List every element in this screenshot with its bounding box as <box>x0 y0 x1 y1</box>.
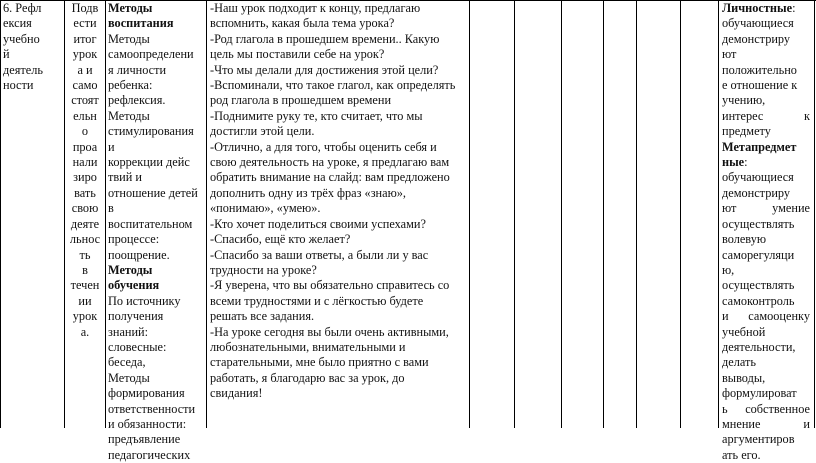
goal-line: стоят <box>71 93 99 108</box>
methods-line: и обязанности: <box>108 416 187 431</box>
results-line: ют <box>722 47 737 62</box>
methods-line: я личности <box>108 62 167 77</box>
methods-line: твий и <box>108 170 142 185</box>
speech-line: вспомнить, какая была тема урока? <box>210 16 395 31</box>
results-line: саморегуляци <box>722 247 795 262</box>
stage-line: й <box>3 47 10 62</box>
word: ют <box>722 201 737 216</box>
results-line: предмету <box>722 124 771 139</box>
methods-line: самоопределени <box>108 47 194 62</box>
methods-line: словесные: <box>108 339 167 354</box>
methods-line: стимулирования <box>108 124 194 139</box>
methods-line: беседа, <box>108 355 146 370</box>
results-line <box>722 201 810 216</box>
results-line <box>722 402 810 417</box>
goal-line: проа <box>72 139 98 154</box>
results-line: аргументиров <box>722 432 795 447</box>
table-border <box>814 0 815 428</box>
methods-heading: Методы <box>108 262 153 277</box>
goal-line: ть <box>79 247 91 262</box>
speech-line: -Вспоминали, что такое глагол, как определять <box>210 78 456 93</box>
results-line: осуществлять <box>722 216 795 231</box>
goal-line: урок <box>72 47 98 62</box>
speech-line: -Спасибо, ещё кто желает? <box>210 232 351 247</box>
goal-line: итог <box>73 31 97 46</box>
speech-line: свою деятельность на уроке, я предлагаю вам <box>210 155 450 170</box>
speech-line: -Кто хочет поделиться своими успехами? <box>210 216 426 231</box>
methods-line: Методы <box>108 108 150 123</box>
goal-line: зиро <box>73 170 97 185</box>
methods-heading: обучения <box>108 278 160 293</box>
results-line: ю, <box>722 262 735 277</box>
speech-line: старательными, мне было приятно с вами <box>210 355 429 370</box>
speech-line: -Отлично, а для того, чтобы оценить себя и <box>210 139 437 154</box>
speech-line: -Я уверена, что вы обязательно справитесь со <box>210 278 450 293</box>
speech-line: «понимаю», «умею». <box>210 201 321 216</box>
word: самооценку <box>748 309 810 324</box>
results-line <box>722 109 810 124</box>
results-line: деятельности, <box>722 339 796 354</box>
methods-cell <box>108 1 203 463</box>
word: мнение <box>722 416 761 431</box>
speech-line: цель мы поставили себе на урок? <box>210 47 385 62</box>
methods-line: воспитательном <box>108 216 193 231</box>
methods-line: поощрение. <box>108 247 170 262</box>
goal-line: в <box>82 262 88 277</box>
methods-line: рефлексия. <box>108 93 166 108</box>
goal-line: вать <box>74 185 96 200</box>
speech-line: свидания! <box>210 386 263 401</box>
speech-line: -Род глагола в прошедшем времени.. Какую <box>210 31 440 46</box>
results-line <box>722 417 810 432</box>
goal-line: а. <box>80 324 90 339</box>
results-line: волевую <box>722 232 767 247</box>
results-line: е отношение к <box>722 78 798 93</box>
methods-line: ребенка: <box>108 78 153 93</box>
column-divider <box>64 0 65 428</box>
results-line: выводы, <box>722 370 766 385</box>
goal-line: а и <box>77 62 93 77</box>
methods-heading: Методы <box>108 1 153 15</box>
goal-line: ельн <box>73 108 97 123</box>
table-border <box>0 0 1 428</box>
speech-line: -Наш урок подходит к концу, предлагаю <box>210 1 421 15</box>
column-divider <box>561 0 562 428</box>
meta-label: ные <box>722 155 745 170</box>
speech-line: любознательными, внимательными и <box>210 339 406 354</box>
results-cell <box>722 1 810 463</box>
methods-line: По источнику <box>108 293 181 308</box>
column-divider <box>206 0 207 428</box>
speech-line: трудности на уроке? <box>210 262 317 277</box>
methods-line: и <box>108 139 115 154</box>
goal-line: льнос <box>69 232 101 247</box>
speech-line: -Поднимите руку те, кто считает, что мы <box>210 108 423 123</box>
column-divider <box>718 0 719 428</box>
stage-cell <box>3 1 63 93</box>
methods-line: Методы <box>108 31 150 46</box>
results-line: ать его. <box>722 447 761 462</box>
stage-line: ности <box>3 78 34 93</box>
results-line: обучающиеся <box>722 16 794 31</box>
personal-label: Личностные <box>722 1 793 15</box>
goal-line: нали <box>72 155 98 170</box>
goal-line: деяте <box>70 216 100 231</box>
speech-line: решать все задания. <box>210 309 315 324</box>
goal-line: свою <box>71 201 99 216</box>
speech-line: достигли этой цели. <box>210 124 315 139</box>
goal-line: Подв <box>71 1 99 15</box>
methods-line: ответственности <box>108 401 196 416</box>
methods-line: Методы <box>108 370 150 385</box>
methods-line: педагогических <box>108 447 191 462</box>
goal-line: ии <box>78 293 92 308</box>
results-line: самоконтроль <box>722 293 795 308</box>
goal-line: само <box>72 78 98 93</box>
speech-line: род глагола в прошедшем времени <box>210 93 392 108</box>
results-line: обучающиеся <box>722 170 794 185</box>
goal-line: урок <box>72 309 98 324</box>
word: и <box>803 416 810 431</box>
column-divider <box>603 0 604 428</box>
colon: : <box>744 155 748 170</box>
methods-line: знаний: <box>108 324 149 339</box>
methods-line: формирования <box>108 386 185 401</box>
results-line <box>722 309 810 324</box>
speech-line: работать, я благодарю вас за урок, до <box>210 370 405 385</box>
word: собственное <box>745 401 810 416</box>
methods-line: получения <box>108 309 164 324</box>
goal-cell <box>67 1 103 340</box>
methods-line: в <box>108 201 114 216</box>
colon: : <box>792 1 796 15</box>
meta-heading <box>722 155 810 170</box>
column-divider <box>514 0 515 428</box>
stage-line: учебно <box>3 31 40 46</box>
results-line: делать <box>722 355 756 370</box>
goal-line: течен <box>70 278 100 293</box>
column-divider <box>105 0 106 428</box>
results-line: демонстриру <box>722 185 791 200</box>
speech-line: -Спасибо за ваши ответы, а были ли у вас <box>210 247 429 262</box>
word: интерес <box>722 108 764 123</box>
teacher-activity-cell <box>210 1 465 402</box>
methods-line: предъявление <box>108 432 181 447</box>
methods-line: отношение детей <box>108 185 198 200</box>
results-line: демонстриру <box>722 31 791 46</box>
results-line: формулироват <box>722 386 797 401</box>
speech-line: -На уроке сегодня вы были очень активными, <box>210 324 449 339</box>
speech-line: обратить внимание на слайд: вам предложено <box>210 170 450 185</box>
speech-line: дополнить одну из трёх фраз «знаю», <box>210 185 407 200</box>
methods-line: коррекции дейс <box>108 155 190 170</box>
column-divider <box>469 0 470 428</box>
personal-heading <box>722 1 810 16</box>
goal-line: ести <box>73 16 97 31</box>
word: умение <box>772 201 810 216</box>
methods-heading: воспитания <box>108 16 174 31</box>
speech-line: -Что мы делали для достижения этой цели? <box>210 62 439 77</box>
goal-line: о <box>81 124 89 139</box>
methods-line: процессе: <box>108 232 160 247</box>
column-divider <box>636 0 637 428</box>
meta-label: Метапредмет <box>722 139 797 154</box>
stage-line: ексия <box>3 16 32 31</box>
word: и <box>722 309 729 324</box>
word: ь <box>722 401 728 416</box>
results-line: осуществлять <box>722 278 795 293</box>
word: к <box>804 108 810 123</box>
speech-line: всеми трудностями и с лёгкостью будете <box>210 293 424 308</box>
column-divider <box>680 0 681 428</box>
results-line: положительно <box>722 62 797 77</box>
results-line: учению, <box>722 93 766 108</box>
results-line: учебной <box>722 324 766 339</box>
stage-line: 6. Рефл <box>3 1 42 15</box>
stage-line: деятель <box>3 62 43 77</box>
